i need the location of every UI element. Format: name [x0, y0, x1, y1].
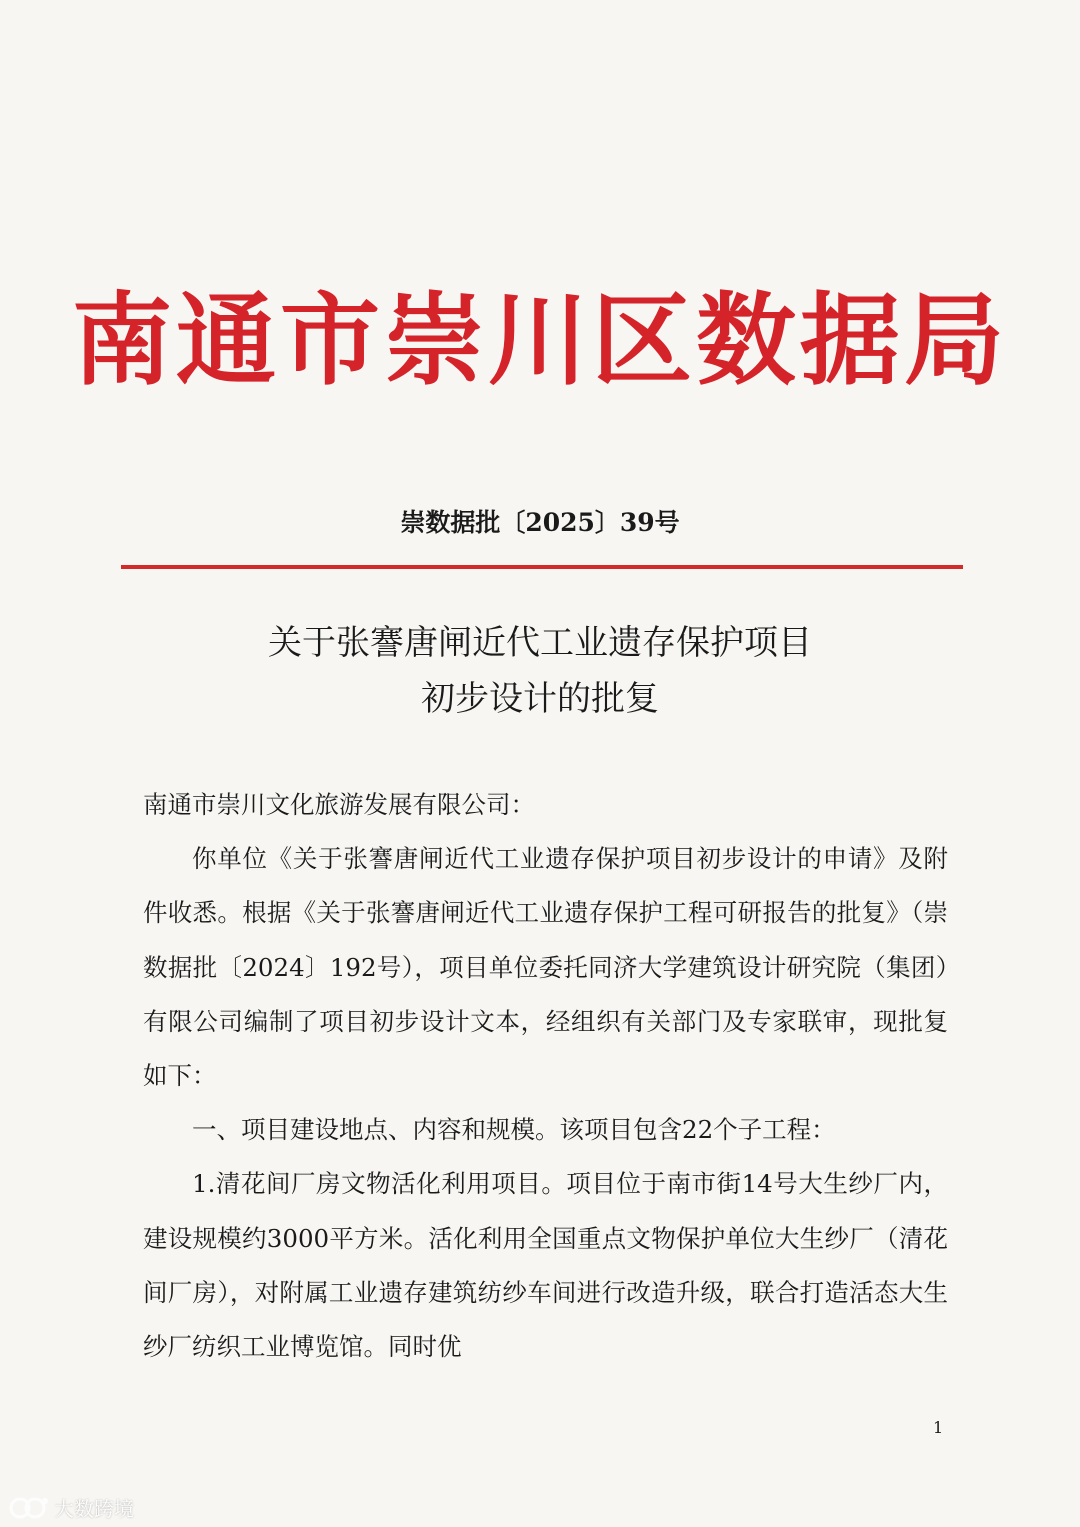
watermark-text: 大数跨境 — [54, 1497, 134, 1521]
title-line-2: 初步设计的批复 — [421, 679, 659, 719]
document-title — [0, 615, 1080, 727]
title-line-1: 关于张謇唐闸近代工业遗存保护项目 — [268, 623, 812, 663]
body-paragraph: 一、项目建设地点、内容和规模。该项目包含22个子工程： — [192, 1115, 836, 1145]
watermark — [8, 1493, 134, 1522]
body-paragraph: 1.清花间厂房文物活化利用项目。项目位于南市街14号大生纱厂内，建设规模约3000平方米。活化利用全国重点文物保护单位大生纱厂（清花间厂房），对附属工业遗存建筑纺纱车间进行改造升级，联合打造活态大生纱厂纺织工业博览馆。同时优 — [143, 1169, 948, 1362]
document-body — [143, 778, 948, 1374]
org-letterhead: 南通市崇川区数据局 — [72, 281, 1008, 399]
page-number: 1 — [933, 1418, 944, 1437]
red-divider-rule — [121, 565, 963, 569]
document-number: 崇数据批〔2025〕39号 — [400, 508, 680, 537]
body-paragraph: 你单位《关于张謇唐闸近代工业遗存保护项目初步设计的申请》及附件收悉。根据《关于张謇唐闸近代工业遗存保护工程可研报告的批复》（崇数据批〔2024〕192号），项目单位委托同济大学建筑设计研究院（集团）有限公司编制了项目初步设计文本，经组织有关部门及专家联审，现批复如下： — [143, 844, 948, 1091]
recipient-line: 南通市崇川文化旅游发展有限公司： — [143, 790, 535, 819]
watermark-logo-icon — [8, 1495, 50, 1521]
